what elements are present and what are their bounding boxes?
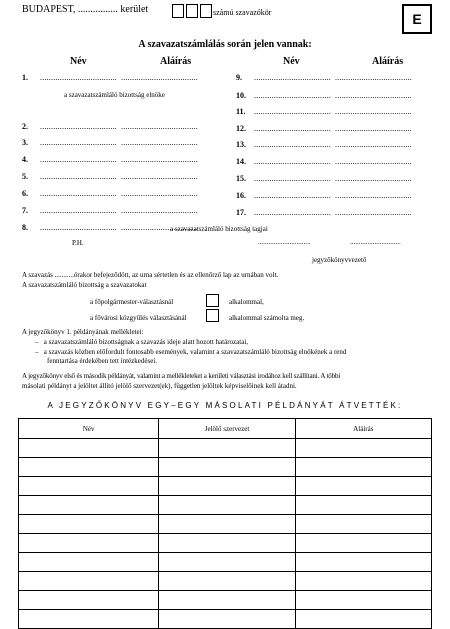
district-label: számú szavazókör <box>213 8 272 17</box>
recorder-sig-dots[interactable]: ............................. <box>350 238 401 246</box>
table-cell[interactable] <box>19 534 159 553</box>
left-row-5[interactable]: 5. ................................... ................................... <box>22 172 198 181</box>
mayor-count-box[interactable] <box>206 294 219 307</box>
table-cell[interactable] <box>295 553 431 572</box>
table-cell[interactable] <box>19 458 159 477</box>
table-cell[interactable] <box>19 572 159 591</box>
right-row-9[interactable]: 9. ................................... ................................... <box>236 73 412 82</box>
stamp-placeholder: P.H. <box>72 239 84 247</box>
left-row-4[interactable]: 4. ................................... ................................... <box>22 155 198 164</box>
right-row-15[interactable]: 15. ................................... ................................... <box>236 174 412 183</box>
assembly-election-label: a fővárosi közgyűlés választásánál <box>90 314 187 322</box>
table-cell[interactable] <box>295 477 431 496</box>
right-row-14[interactable]: 14. ................................... ................................... <box>236 157 412 166</box>
table-cell[interactable] <box>159 458 295 477</box>
receipt-table <box>18 418 432 629</box>
recorder-name-dots[interactable]: .............................. <box>258 238 311 246</box>
table-cell[interactable] <box>19 439 159 458</box>
district-number-boxes[interactable] <box>172 4 212 18</box>
right-row-12[interactable]: 12. ................................... ................................... <box>236 124 412 133</box>
left-signature-heading: Aláírás <box>160 56 192 67</box>
digit-box[interactable] <box>200 4 212 18</box>
left-row-2[interactable]: 2. ................................... ................................... <box>22 122 198 131</box>
table-cell[interactable] <box>159 534 295 553</box>
left-row-7[interactable]: 7. ................................... ................................... <box>22 206 198 215</box>
table-cell[interactable] <box>19 610 159 629</box>
table-header-row <box>19 419 432 439</box>
table-cell[interactable] <box>19 591 159 610</box>
right-row-16[interactable]: 16. ................................... ................................... <box>236 191 412 200</box>
mayor-count-suffix: alkalommal, <box>229 298 264 306</box>
table-row[interactable] <box>19 496 432 515</box>
table-cell[interactable] <box>295 439 431 458</box>
receipt-heading: A JEGYZŐKÖNYV EGY–EGY MÁSOLATI PÉLDÁNYÁT ÁTVETTÉK: <box>47 401 403 410</box>
recorder-label: jegyzőkönyvvezető <box>312 256 367 264</box>
table-row[interactable] <box>19 477 432 496</box>
table-row[interactable] <box>19 515 432 534</box>
table-cell[interactable] <box>159 477 295 496</box>
attachment-item-2-cont: fenntartása érdekében tett intézkedései. <box>47 357 157 365</box>
left-row-8[interactable]: 8. ................................... ................................... <box>22 223 198 232</box>
table-cell[interactable] <box>295 515 431 534</box>
table-cell[interactable] <box>19 553 159 572</box>
table-cell[interactable] <box>159 496 295 515</box>
table-row[interactable] <box>19 534 432 553</box>
digit-box[interactable] <box>172 4 184 18</box>
table-cell[interactable] <box>19 515 159 534</box>
col-header-name: Név <box>19 419 159 439</box>
table-cell[interactable] <box>159 572 295 591</box>
table-row[interactable] <box>19 458 432 477</box>
city-district-line: BUDAPEST, ................ kerület <box>22 4 149 15</box>
table-cell[interactable] <box>295 591 431 610</box>
table-cell[interactable] <box>159 439 295 458</box>
left-row-1[interactable]: 1. ................................... ................................... <box>22 73 198 82</box>
table-cell[interactable] <box>295 496 431 515</box>
table-row[interactable] <box>19 591 432 610</box>
chair-label: a szavazatszámláló bizottság elnöke <box>64 91 165 99</box>
table-row[interactable] <box>19 439 432 458</box>
assembly-count-box[interactable] <box>206 309 219 322</box>
col-header-org: Jelölő szervezet <box>159 419 295 439</box>
right-row-17[interactable]: 17. ................................... ................................... <box>236 208 412 217</box>
table-cell[interactable] <box>159 553 295 572</box>
closing-line-2: A szavazatszámláló bizottság a szavazatokat <box>22 281 147 289</box>
left-name-heading: Név <box>70 56 87 67</box>
right-row-11[interactable]: 11. ................................... ................................... <box>236 107 412 116</box>
left-row-6[interactable]: 6. ................................... ................................... <box>22 189 198 198</box>
right-row-13[interactable]: 13. ................................... ................................... <box>236 140 412 149</box>
digit-box[interactable] <box>186 4 198 18</box>
table-cell[interactable] <box>19 477 159 496</box>
table-cell[interactable] <box>159 591 295 610</box>
table-row[interactable] <box>19 610 432 629</box>
distribution-line-1: A jegyzőkönyv első és második példányát, valamint a mellékleteket a kerületi választási irodához kell szállítani. A többi <box>22 372 341 380</box>
left-row-3[interactable]: 3. ................................... ................................... <box>22 138 198 147</box>
page-title: A szavazatszámlálás során jelen vannak: <box>138 39 312 50</box>
table-cell[interactable] <box>159 515 295 534</box>
col-header-signature: Aláírás <box>295 419 431 439</box>
attachments-intro: A jegyzőkönyv 1. példányának mellékletei: <box>22 328 144 336</box>
mayor-election-label: a főpolgármester-választásnál <box>90 298 174 306</box>
assembly-count-suffix: alkalommal számolta meg. <box>229 314 305 322</box>
attachment-item-1: – a szavazatszámláló bizottságnak a szavazás ideje alatt hozott határozatai, <box>35 338 249 346</box>
table-cell[interactable] <box>159 610 295 629</box>
attachment-item-2: – a szavazás közben előfordult fontosabb események, valamint a szavazatszámláló bizottság elnökének a rend <box>35 348 347 356</box>
members-label: a szavazatszámláló bizottság tagjai <box>170 225 268 233</box>
table-row[interactable] <box>19 572 432 591</box>
table-cell[interactable] <box>295 572 431 591</box>
table-cell[interactable] <box>295 534 431 553</box>
right-row-10[interactable]: 10. ................................... ................................... <box>236 91 412 100</box>
table-cell[interactable] <box>295 458 431 477</box>
form-letter-box: E <box>402 4 432 34</box>
right-signature-heading: Aláírás <box>372 56 404 67</box>
right-name-heading: Név <box>283 56 300 67</box>
table-cell[interactable] <box>19 496 159 515</box>
closing-line-1: A szavazás ...........órakor befejeződött, az urna sértetlen és az ellenőrző lap az urnában volt. <box>22 271 279 279</box>
distribution-line-2: másolati példányt a jelöltet állító jelölő szervezet(ek), független jelöltek képviselőinek kell átadni. <box>22 382 297 390</box>
table-row[interactable] <box>19 553 432 572</box>
table-cell[interactable] <box>295 610 431 629</box>
